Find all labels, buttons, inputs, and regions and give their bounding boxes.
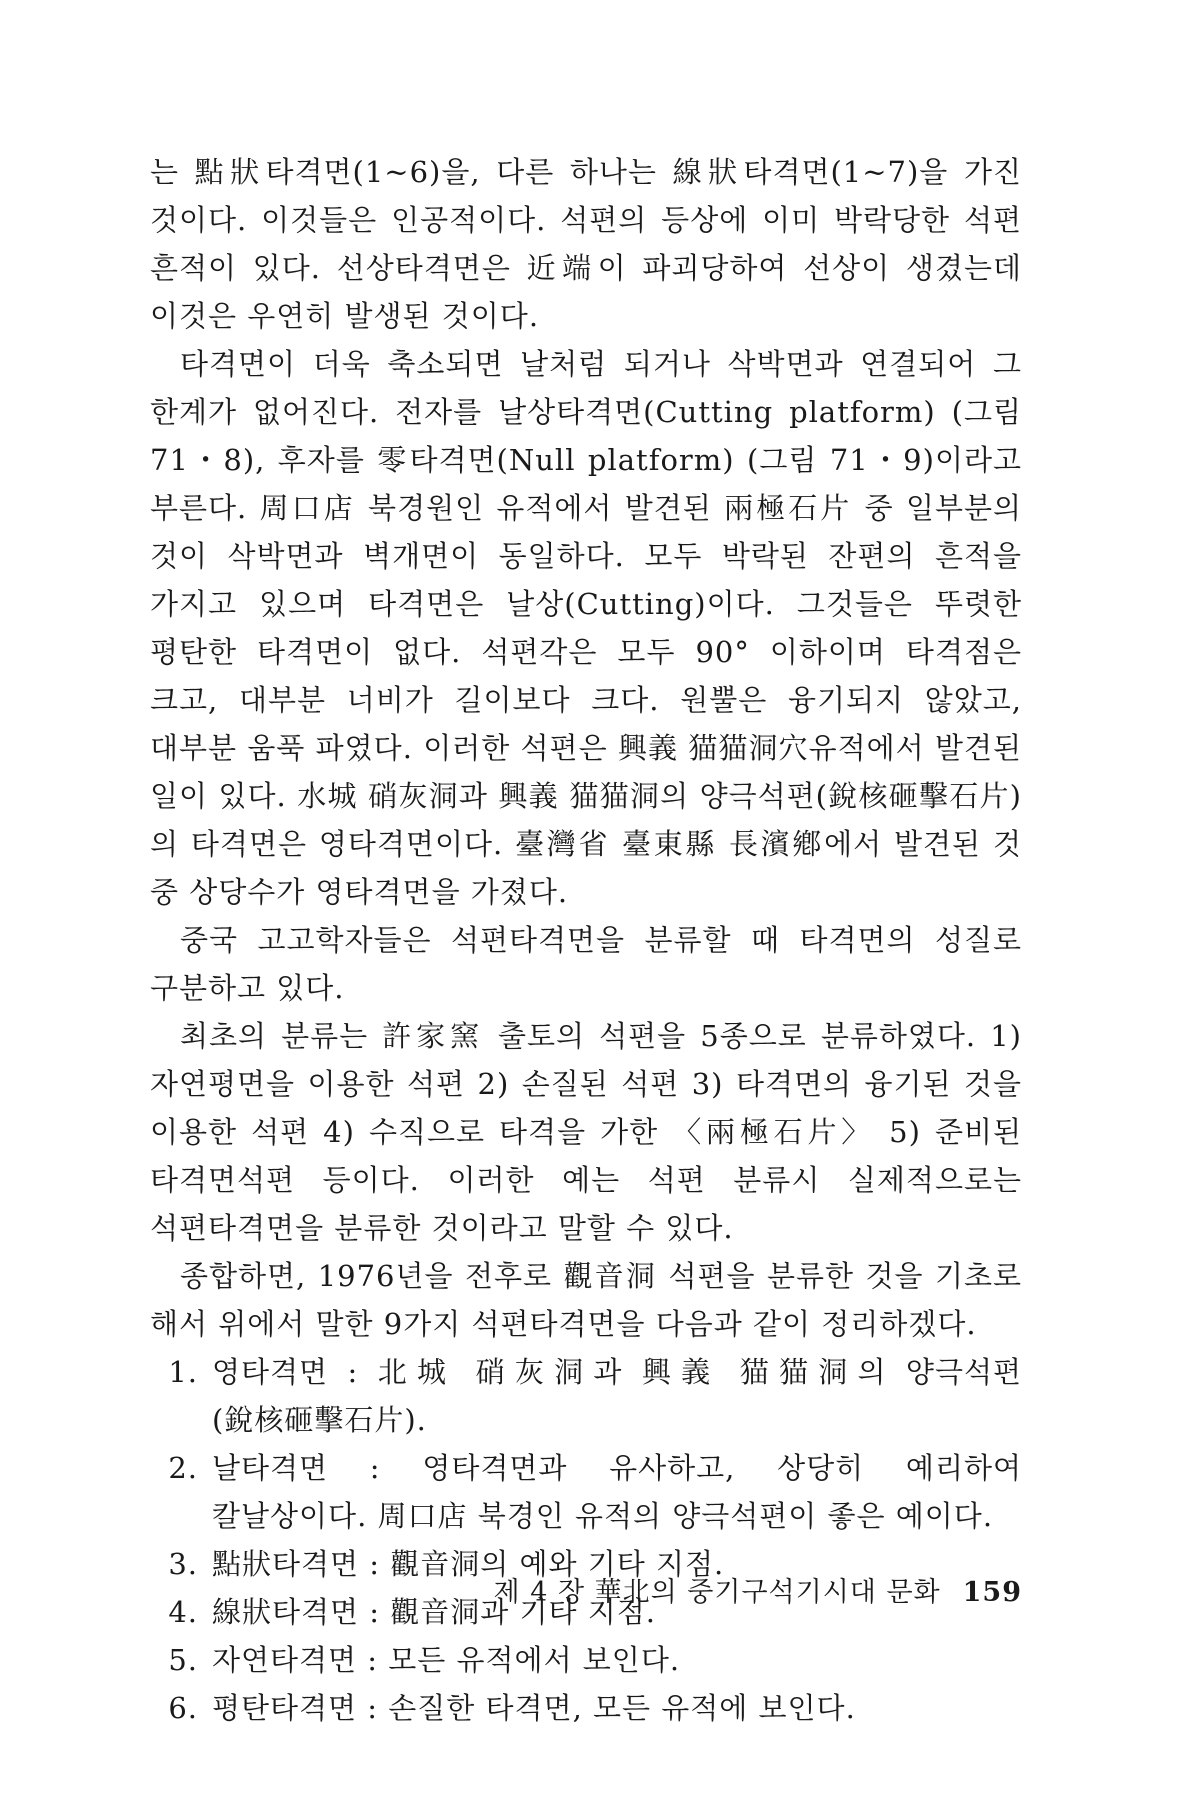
list-item-number: 5. (168, 1643, 198, 1677)
paragraph-1: 는 點狀타격면(1~6)을, 다른 하나는 線狀타격면(1~7)을 가진 것이다. 이것들은 인공적이다. 석편의 등상에 이미 박락당한 석편 흔적이 있다. 선상타격면은 近端이 파괴당하여 선상이 생겼는데 이것은 우연히 발생된 것이다. (150, 155, 1022, 333)
list-item-number: 1. (168, 1355, 198, 1389)
list-item-number: 2. (168, 1451, 198, 1485)
list-item-text: 자연타격면 : 모든 유적에서 보인다. (212, 1643, 681, 1677)
paragraph-4: 최초의 분류는 許家窯 출토의 석편을 5종으로 분류하였다. 1) 자연평면을 이용한 석편 2) 손질된 석편 3) 타격면의 융기된 것을 이용한 석편 4) 수직으로 타격을 가한 〈兩極石片〉 5) 준비된 타격면석편 등이다. 이러한 예는 석편 분류시 실제적으로는 석편타격면을 분류한 것이라고 말할 수 있다. (150, 1019, 1022, 1245)
list-item-text: 날타격면 : 영타격면과 유사하고, 상당히 예리하여 칼날상이다. 周口店 북경인 유적의 양극석편이 좋은 예이다. (212, 1451, 1022, 1533)
list-item-number: 6. (168, 1691, 198, 1725)
list-item (150, 1444, 1022, 1540)
list-item (150, 1348, 1022, 1444)
list-item-text: 영타격면 : 北城 硝灰洞과 興義 猫猫洞의 양극석편(銳核砸擊石片). (212, 1355, 1022, 1437)
list-item (150, 1636, 1022, 1684)
list-item-text: 평탄타격면 : 손질한 타격면, 모든 유적에 보인다. (212, 1691, 856, 1725)
page-footer (150, 1570, 1022, 1609)
page-number: 159 (962, 1577, 1022, 1608)
paragraph-5: 종합하면, 1976년을 전후로 觀音洞 석편을 분류한 것을 기초로 해서 위에서 말한 9가지 석편타격면을 다음과 같이 정리하겠다. (150, 1259, 1022, 1341)
list-item-text: 點狀타격면 : 觀音洞의 예와 기타 지점. (212, 1547, 725, 1581)
list-item (150, 1684, 1022, 1732)
paragraph-2: 타격면이 더욱 축소되면 날처럼 되거나 삭박면과 연결되어 그 한계가 없어진다. 전자를 날상타격면(Cutting platform) (그림 71・8), 후자를 零타격면(Null platform) (그림 71・9)이라고 부른다. 周口店 북경원인 유적에서 발견된 兩極石片 중 일부분의 것이 삭박면과 벽개면이 동일하다. 모두 박락된 잔편의 흔적을 가지고 있으며 타격면은 날상(Cutting)이다. 그것들은 뚜렷한 평탄한 타격면이 없다. 석편각은 모두 90° 이하이며 타격점은 크고, 대부분 너비가 길이보다 크다. 원뿔은 융기되지 않았고, 대부분 움푹 파였다. 이러한 석편은 興義 猫猫洞穴유적에서 발견된 일이 있다. 水城 硝灰洞과 興義 猫猫洞의 양극석편(銳核砸擊石片)의 타격면은 영타격면이다. 臺灣省 臺東縣 長濱鄕에서 발견된 것 중 상당수가 영타격면을 가졌다. (150, 347, 1022, 909)
list-item-text: 線狀타격면 : 觀音洞과 기타 지점. (212, 1595, 656, 1629)
platform-type-list (150, 1348, 1022, 1732)
list-item-number: 3. (168, 1547, 198, 1581)
body-text (150, 148, 1022, 1732)
running-footer-chapter: 제 4 장 華北의 중기구석기시대 문화 (493, 1577, 941, 1608)
list-item-number: 4. (168, 1595, 198, 1629)
paragraph-3: 중국 고고학자들은 석편타격면을 분류할 때 타격면의 성질로 구분하고 있다. (150, 923, 1022, 1005)
